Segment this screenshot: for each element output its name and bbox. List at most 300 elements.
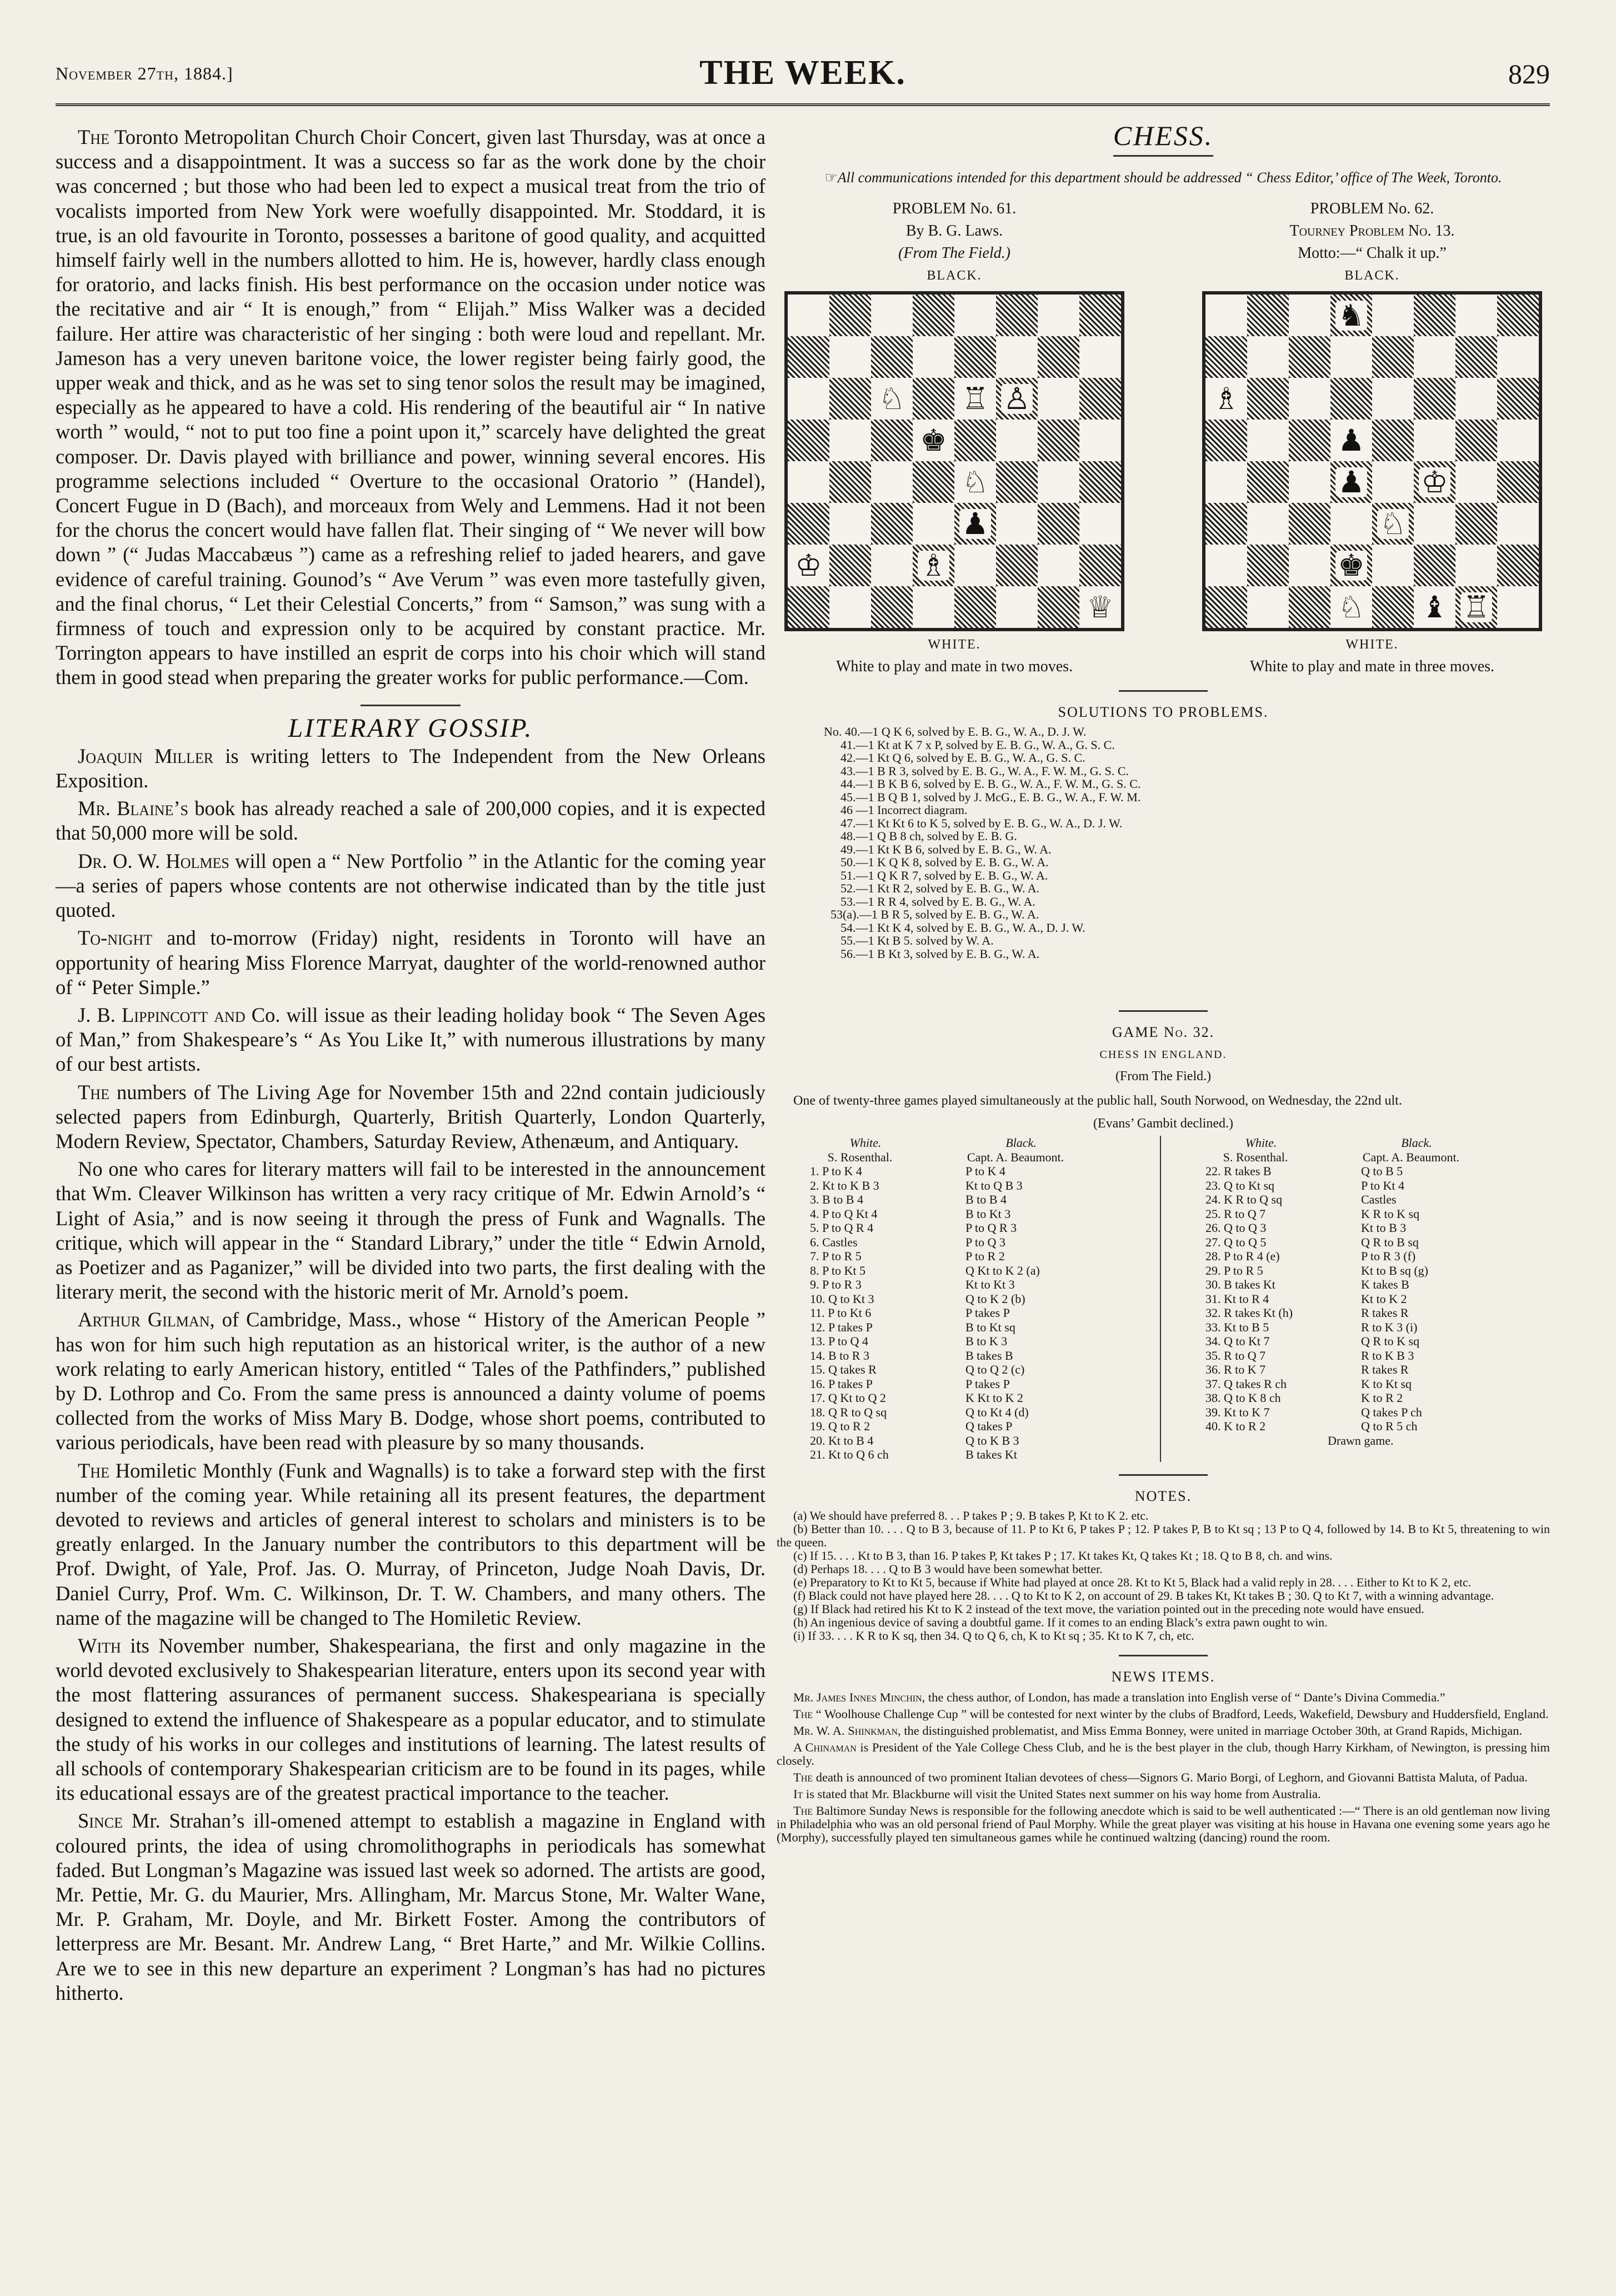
board-square xyxy=(954,461,996,503)
black-player: Capt. A. Beaumont. xyxy=(1362,1150,1460,1164)
board-square xyxy=(1079,295,1121,336)
board-square xyxy=(1038,378,1079,420)
move-line: 17. Q Kt to Q 2 xyxy=(810,1391,886,1405)
white-player: S. Rosenthal. xyxy=(827,1150,893,1164)
move-line: Kt to B 3 xyxy=(1361,1221,1407,1235)
board-square xyxy=(1289,336,1330,378)
board-square xyxy=(996,586,1038,628)
move-line: 39. Kt to K 7 xyxy=(1205,1405,1270,1419)
board-square xyxy=(1414,336,1455,378)
board-square xyxy=(871,545,913,586)
board-square xyxy=(1079,336,1121,378)
chess-piece-icon: ♘ xyxy=(959,467,990,497)
move-line: R to K 3 (i) xyxy=(1361,1320,1418,1334)
black-moves xyxy=(965,1136,1154,1462)
note-item: (c) If 15. . . . Kt to B 3, than 16. P takes P, Kt takes P ; 17. Kt takes Kt, Q takes Kt ; 18. Q to B 8, ch. and wins. xyxy=(793,1548,1333,1563)
board-square xyxy=(996,378,1038,420)
gossip-item xyxy=(56,1157,766,1304)
chess-piece-icon: ♖ xyxy=(1460,592,1492,622)
section-divider xyxy=(1119,690,1208,692)
chess-piece-icon: ♗ xyxy=(918,551,949,581)
board-square xyxy=(1455,503,1497,545)
chess-piece-icon: ♗ xyxy=(1210,384,1242,414)
solution-line: 55.—1 Kt B 5. solved by W. A. xyxy=(840,934,994,947)
gossip-text: will open a “ New Portfolio ” in the Atlantic for the coming year—a series of papers whose contents are not otherwise indicated than by the title just quoted. xyxy=(56,849,766,922)
move-line: 33. Kt to B 5 xyxy=(1205,1320,1269,1334)
board-square xyxy=(913,420,954,461)
move-line: 1. P to K 4 xyxy=(810,1164,862,1178)
news-lead: The xyxy=(793,1803,813,1818)
white-heading: White. xyxy=(849,1136,882,1150)
board-square xyxy=(1455,586,1497,628)
solution-line: 46 —1 Incorrect diagram. xyxy=(840,803,968,817)
board-square xyxy=(996,461,1038,503)
move-line: R takes R xyxy=(1361,1306,1409,1320)
problem-caption: White to play and mate in two moves. xyxy=(835,658,1073,675)
game-moves xyxy=(777,1136,1550,1462)
note-item: (e) Preparatory to Kt to Kt 5, because if White had played at once 28. Kt to Kt 5, Black had a valid reply in 28. . . . Either to Kt to K 2, etc. xyxy=(793,1575,1472,1589)
move-line: 5. P to Q R 4 xyxy=(810,1221,874,1235)
board-square xyxy=(954,295,996,336)
move-line: K Kt to K 2 xyxy=(965,1391,1023,1405)
board-square xyxy=(1038,420,1079,461)
board-square xyxy=(1330,461,1372,503)
chess-piece-icon: ♔ xyxy=(1419,467,1450,497)
move-line: 38. Q to K 8 ch xyxy=(1205,1391,1281,1405)
note-item: (h) An ingenious device of saving a doubtful game. If it comes to an ending Black’s extra pawn ought to win. xyxy=(793,1615,1328,1629)
move-line: 34. Q to Kt 7 xyxy=(1205,1334,1270,1348)
board-square xyxy=(829,503,871,545)
news-item xyxy=(777,1771,1550,1784)
news-item xyxy=(777,1691,1550,1704)
board-square xyxy=(1330,420,1372,461)
chess-piece-icon: ♟ xyxy=(1335,467,1367,497)
board-square xyxy=(954,545,996,586)
move-line: Castles xyxy=(1361,1192,1397,1206)
move-line: B to Kt 3 xyxy=(965,1206,1011,1221)
move-line: P to Q R 3 xyxy=(965,1221,1017,1235)
move-line: K R to K sq xyxy=(1361,1206,1420,1221)
move-line: R to K B 3 xyxy=(1361,1348,1414,1362)
board-square xyxy=(1205,420,1247,461)
news-heading: NEWS ITEMS. xyxy=(1111,1668,1215,1685)
news-lead: The xyxy=(793,1770,813,1784)
move-line: P to R 3 (f) xyxy=(1361,1249,1416,1263)
board-square xyxy=(1372,503,1414,545)
board-square xyxy=(1079,503,1121,545)
white-label: WHITE. xyxy=(1345,637,1399,652)
news-text: is stated that Mr. Blackburne will visit the United States next summer on his way home from Australia. xyxy=(803,1786,1321,1801)
board-square xyxy=(1247,461,1289,503)
board-square xyxy=(1205,503,1247,545)
note-item: (b) Better than 10. . . . Q to B 3, because of 11. P to Kt 6, P takes P ; 12. P takes P, B to Kt sq ; 13 P to Q 4, followed by 14. B to Kt 5, threatening to win the queen. xyxy=(777,1521,1550,1549)
chess-piece-icon: ♚ xyxy=(1335,551,1367,581)
move-line: B to Kt sq xyxy=(965,1320,1015,1334)
move-line: Q R to K sq xyxy=(1361,1334,1420,1348)
game-subheading: CHESS IN ENGLAND. xyxy=(1099,1049,1227,1061)
board-square xyxy=(1414,503,1455,545)
board-square xyxy=(1497,378,1539,420)
moves-column-left xyxy=(777,1136,1154,1462)
move-line: 36. R to K 7 xyxy=(1205,1362,1266,1376)
board-square xyxy=(829,420,871,461)
board-square xyxy=(1497,336,1539,378)
gossip-text: Mr. Strahan’s ill-omened attempt to establish a magazine in England with coloured prints, the idea of using chromolithographs in periodicals has somewhat faded. But Longman’s Magazine was issued last week so adorned. The artists are good, Mr. Pettie, Mr. G. du Maurier, Mrs. Allingham, Mr. Marcus Stone, Mr. Walter Wane, Mr. P. Graham, Mr. Doyle, and Mr. Birkett Foster. Among the contributors of letterpress are Mr. Besant. Mr. Andrew Lang, “ Bret Harte,” and Mr. Wilkie Collins. Are we to see in this new departure an experiment ? Longman’s has had no pictures hitherto. xyxy=(56,1809,766,2004)
note-item: (a) We should have preferred 8. . . P takes P ; 9. B takes P, Kt to K 2. etc. xyxy=(793,1508,1149,1523)
board-square xyxy=(1205,461,1247,503)
board-square xyxy=(1330,378,1372,420)
move-line: 29. P to R 5 xyxy=(1205,1263,1263,1277)
board-square xyxy=(996,503,1038,545)
move-line: P to Kt 4 xyxy=(1361,1178,1405,1192)
problem-62 xyxy=(1194,198,1550,678)
moves-column-right xyxy=(1160,1136,1550,1462)
board-square xyxy=(1247,545,1289,586)
move-line: 31. Kt to R 4 xyxy=(1205,1291,1269,1306)
board-square xyxy=(1330,545,1372,586)
board-square xyxy=(1205,378,1247,420)
board-square xyxy=(1330,336,1372,378)
news-item xyxy=(777,1788,1550,1801)
move-line: 25. R to Q 7 xyxy=(1205,1206,1266,1221)
solution-line: 52.—1 Kt R 2, solved by E. B. G., W. A. xyxy=(840,881,1040,895)
game-result: Drawn game. xyxy=(1328,1433,1394,1448)
board-square xyxy=(829,461,871,503)
news-text: the chess author, of London, has made a translation into English verse of “ Dante’s Divina Commedia.” xyxy=(925,1690,1445,1704)
board-square xyxy=(1289,545,1330,586)
move-line: P to R 2 xyxy=(965,1249,1005,1263)
chess-piece-icon: ♟ xyxy=(959,509,990,539)
chess-notice xyxy=(777,166,1550,190)
board-square xyxy=(1455,295,1497,336)
gossip-item xyxy=(56,926,766,1000)
white-moves xyxy=(1172,1136,1361,1462)
move-line: 35. R to Q 7 xyxy=(1205,1348,1266,1362)
news-item xyxy=(777,1708,1550,1721)
board-square xyxy=(1414,420,1455,461)
board-square xyxy=(913,295,954,336)
gossip-item xyxy=(56,849,766,923)
move-line: P to K 4 xyxy=(965,1164,1005,1178)
move-line: 20. Kt to B 4 xyxy=(810,1433,874,1448)
gossip-lead: Arthur Gilman, xyxy=(78,1308,215,1331)
gossip-text: and to-morrow (Friday) night, residents in Toronto will have an opportunity of hearing Miss Florence Marryat, daughter of the world-renowned author of “ Peter Simple.” xyxy=(56,926,766,999)
board-square xyxy=(1247,420,1289,461)
board-square xyxy=(1038,461,1079,503)
move-line: 16. P takes P xyxy=(810,1376,873,1391)
white-label: WHITE. xyxy=(928,637,981,652)
chess-piece-icon: ♘ xyxy=(1377,509,1408,539)
black-heading: Black. xyxy=(1005,1136,1037,1150)
board-square xyxy=(913,461,954,503)
board-square xyxy=(871,336,913,378)
board-square xyxy=(954,378,996,420)
news-lead: Mr. W. A. Shinkman, xyxy=(793,1723,901,1738)
gossip-lead: Joaquin Miller xyxy=(78,744,214,767)
solution-line: No. 40.—1 Q K 6, solved by E. B. G., W. A., D. J. W. xyxy=(824,725,1087,738)
board-square xyxy=(1497,295,1539,336)
news-item xyxy=(777,1724,1550,1738)
move-line: Kt to B sq (g) xyxy=(1361,1263,1428,1277)
board-square xyxy=(954,586,996,628)
gossip-lead: Mr. Blaine’s xyxy=(78,797,189,820)
literary-gossip-heading: LITERARY GOSSIP. xyxy=(288,713,533,743)
solution-line: 48.—1 Q B 8 ch, solved by E. B. G. xyxy=(840,829,1017,843)
move-line: 19. Q to R 2 xyxy=(810,1419,870,1433)
solution-line: 54.—1 Kt K 4, solved by E. B. G., W. A., D. J. W. xyxy=(840,920,1085,935)
gossip-lead: To-night xyxy=(78,926,153,950)
chess-piece-icon: ♙ xyxy=(1001,384,1032,414)
board-square xyxy=(1247,378,1289,420)
board-square xyxy=(1330,295,1372,336)
notes-list xyxy=(777,1509,1550,1643)
solution-line: 53.—1 R R 4, solved by E. B. G., W. A. xyxy=(840,894,1035,909)
solution-line: 44.—1 B K B 6, solved by E. B. G., W. A., F. W. M., G. S. C. xyxy=(840,777,1141,791)
gossip-item xyxy=(56,1634,766,1805)
chess-board xyxy=(784,291,1124,631)
board-square xyxy=(1497,586,1539,628)
move-line: P takes P xyxy=(965,1306,1010,1320)
board-square xyxy=(1289,461,1330,503)
move-line: Q to K 2 (b) xyxy=(965,1291,1025,1306)
problem-author: Tourney Problem No. 13. xyxy=(1289,222,1455,239)
problem-source: Motto:—“ Chalk it up.” xyxy=(1298,244,1447,262)
problem-caption: White to play and mate in three moves. xyxy=(1249,658,1495,675)
notes-heading: NOTES. xyxy=(1134,1488,1192,1504)
move-line: P to Q 3 xyxy=(965,1235,1005,1249)
board-square xyxy=(1372,336,1414,378)
board-square xyxy=(996,545,1038,586)
board-square xyxy=(954,420,996,461)
move-line: B to B 4 xyxy=(965,1192,1007,1206)
board-square xyxy=(788,461,829,503)
board-square xyxy=(829,586,871,628)
move-line: B to K 3 xyxy=(965,1334,1008,1348)
news-item xyxy=(777,1741,1550,1768)
solutions-heading: SOLUTIONS TO PROBLEMS. xyxy=(1058,704,1269,720)
board-square xyxy=(1079,461,1121,503)
white-heading: White. xyxy=(1245,1136,1277,1150)
move-line: 32. R takes Kt (h) xyxy=(1205,1306,1293,1320)
problem-title: PROBLEM No. 62. xyxy=(1310,200,1434,217)
board-square xyxy=(1038,295,1079,336)
gossip-lead: Since xyxy=(78,1809,123,1833)
board-square xyxy=(996,295,1038,336)
section-divider xyxy=(1119,1655,1208,1656)
board-square xyxy=(1414,295,1455,336)
gossip-text: is writing letters to The Independent from the New Orleans Exposition. xyxy=(56,744,766,792)
news-text: the distinguished problematist, and Miss Emma Bonney, were united in marriage October 30th, at Grand Rapids, Michigan. xyxy=(900,1723,1522,1738)
chess-heading: CHESS. xyxy=(1113,120,1214,151)
board-square xyxy=(1455,545,1497,586)
board-square xyxy=(871,420,913,461)
board-square xyxy=(1038,586,1079,628)
solution-line: 51.—1 Q K R 7, solved by E. B. G., W. A. xyxy=(840,868,1048,882)
move-line: R takes R xyxy=(1361,1362,1409,1376)
board-square xyxy=(1455,420,1497,461)
board-square xyxy=(1205,295,1247,336)
move-line: 11. P to Kt 6 xyxy=(810,1306,872,1320)
gossip-item xyxy=(56,744,766,793)
move-line: 3. B to B 4 xyxy=(810,1192,863,1206)
board-square xyxy=(1414,545,1455,586)
white-player: S. Rosenthal. xyxy=(1223,1150,1288,1164)
problem-61 xyxy=(777,198,1132,678)
board-square xyxy=(1372,545,1414,586)
chess-notice-text: All communications intended for this department should be addressed “ Chess Editor,’ office of The Week, Toronto. xyxy=(837,169,1502,186)
board-square xyxy=(871,295,913,336)
move-line: 28. P to R 4 (e) xyxy=(1205,1249,1280,1263)
board-square xyxy=(871,503,913,545)
board-square xyxy=(1372,420,1414,461)
move-line: 21. Kt to Q 6 ch xyxy=(810,1448,889,1461)
board-square xyxy=(1372,295,1414,336)
move-line: B takes B xyxy=(965,1348,1013,1362)
move-line: Q to B 5 xyxy=(1361,1164,1403,1178)
board-square xyxy=(1330,586,1372,628)
move-line: 9. P to R 3 xyxy=(810,1277,862,1291)
gossip-lead: The xyxy=(78,1080,109,1104)
move-line: 4. P to Q Kt 4 xyxy=(810,1206,878,1221)
black-label: BLACK. xyxy=(1344,268,1400,283)
move-line: P takes P xyxy=(965,1376,1010,1391)
board-square xyxy=(1414,461,1455,503)
news-lead: Mr. James Innes Minchin, xyxy=(793,1690,925,1704)
board-square xyxy=(1038,503,1079,545)
board-square xyxy=(1289,378,1330,420)
game-intro: One of twenty-three games played simultaneously at the public hall, South Norwood, on Wednesday, the 22nd ult. xyxy=(793,1094,1402,1108)
solution-line: 41.—1 Kt at K 7 x P, solved by E. B. G., W. A., G. S. C. xyxy=(840,737,1115,752)
chess-problems xyxy=(777,198,1550,678)
board-square xyxy=(788,336,829,378)
note-item: (g) If Black had retired his Kt to K 2 instead of the text move, the variation pointed out in the preceding note would have ensued. xyxy=(793,1601,1424,1616)
problem-source: (From The Field.) xyxy=(898,244,1010,262)
solution-line: 42.—1 Kt Q 6, solved by E. B. G., W. A., G. S. C. xyxy=(840,751,1085,765)
board-square xyxy=(1372,461,1414,503)
move-line: Q to R 5 ch xyxy=(1361,1419,1418,1433)
board-square xyxy=(913,586,954,628)
news-text: is President of the Yale College Chess Club, and he is the best player in the club, though Harry Kirkham, of Newington, is pressing him closely. xyxy=(777,1740,1550,1768)
chess-piece-icon: ♟ xyxy=(1335,426,1367,456)
game-heading: GAME No. 32. xyxy=(1112,1024,1215,1040)
board-square xyxy=(913,503,954,545)
board-square xyxy=(1289,295,1330,336)
board-square xyxy=(996,336,1038,378)
choir-text: Toronto Metropolitan Church Choir Concert, given last Thursday, was at once a success and a disappointment. It was a success so far as the work done by the choir was concerned ; but those who had been led to expect a musical treat from the trio of vocalists imported from New York were woefully disappointed. Mr. Stoddard, it is true, is an old favourite in Toronto, possesses a baritone of good quality, and acquitted himself fairly well in the numbers allotted to him. He is, however, hardly class enough for oratorio, and lacks finish. His best performance on the occasion under notice was the recitative and air “ It is enough,” from “ Elijah.” Miss Walker was a decided failure. Her attire was characteristic of her singing : both were loud and repellant. Mr. Jameson has a very uneven baritone voice, the lower register being fairly good, the upper weak and thick, and as he was set to sing tenor solos the result may be imagined, especially as he appeared to have a cold. His rendering of the beautiful air “ In native worth ” would, “ not to put too fine a point upon it,” scarcely have delighted the great composer. Dr. Davis played with brilliance and power, winning several encores. His programme selections included “ Overture to the occasional Oratorio ” (Handel), Concert Fugue in D (Bach), and morceaux from Wely and Lemmens. Had it not been for the chorus the concert would have fallen flat. Their singing of “ We never will bow down ” (“ Judas Maccabæus ”) came as a refreshing relief to jaded hearers, and gave evidence of careful training. Gounod’s “ Ave Verum ” was even more tastefully given, and the final chorus, “ Let their Celestial Concerts,” from “ Samson,” was sung with a firmness of touch and expression only to be acquired by constant practice. Mr. Torrington appears to have instilled an esprit de corps into his choir which will stand them in good stead when preparing the greater works for public performance.—Com. xyxy=(56,126,766,689)
news-text: “ Woolhouse Challenge Cup ” will be contested for next winter by the clubs of Bradford, Leeds, Wakefield, Dewsbury and Huddersfield, England. xyxy=(813,1706,1549,1721)
gossip-lead: J. B. Lippincott and xyxy=(78,1003,246,1026)
chess-piece-icon: ♘ xyxy=(1335,592,1367,622)
section-divider xyxy=(1119,1010,1208,1012)
problem-author: By B. G. Laws. xyxy=(905,222,1003,239)
solution-line: 50.—1 K Q K 8, solved by E. B. G., W. A. xyxy=(840,855,1049,869)
board-square xyxy=(1079,586,1121,628)
note-item: (f) Black could not have played here 28. . . . Q to Kt to K 2, on account of 29. B takes Kt, Kt takes B ; 30. Q to Kt 7, with a winning advantage. xyxy=(793,1588,1494,1603)
board-square xyxy=(1038,336,1079,378)
game-opening: (Evans’ Gambit declined.) xyxy=(1093,1116,1234,1131)
gossip-lead: The xyxy=(78,1459,109,1482)
solution-line: 43.—1 B R 3, solved by E. B. G., W. A., F. W. M., G. S. C. xyxy=(840,763,1129,778)
move-line: 30. B takes Kt xyxy=(1205,1277,1275,1291)
board-square xyxy=(871,378,913,420)
move-line: Q R to B sq xyxy=(1361,1235,1419,1249)
move-line: Q takes P ch xyxy=(1361,1405,1422,1419)
move-line: 40. K to R 2 xyxy=(1205,1419,1266,1433)
board-square xyxy=(1330,503,1372,545)
board-square xyxy=(913,336,954,378)
section-divider xyxy=(1113,155,1213,157)
board-square xyxy=(1205,586,1247,628)
board-square xyxy=(1497,420,1539,461)
news-lead: The xyxy=(793,1706,813,1721)
board-square xyxy=(1247,586,1289,628)
board-square xyxy=(1289,420,1330,461)
board-square xyxy=(1038,545,1079,586)
move-line: Kt to Kt 3 xyxy=(965,1277,1015,1291)
board-square xyxy=(788,420,829,461)
move-line: Q to Kt 4 (d) xyxy=(965,1405,1029,1419)
board-square xyxy=(871,461,913,503)
board-square xyxy=(1247,503,1289,545)
move-line: Q takes P xyxy=(965,1419,1013,1433)
left-column xyxy=(56,125,766,2005)
board-square xyxy=(871,586,913,628)
board-square xyxy=(1414,378,1455,420)
board-square xyxy=(1205,336,1247,378)
board-square xyxy=(1079,545,1121,586)
board-square xyxy=(954,503,996,545)
move-line: K to R 2 xyxy=(1361,1391,1403,1405)
solutions-list xyxy=(824,725,1550,960)
news-text: Baltimore Sunday News is responsible for the following anecdote which is said to be well authenticated :—“ There is an old gentleman now living in Philadelphia who was an old personal friend of Paul Morphy. While the great player was visiting at his house in Havana one evening some years ago he (Morphy), successfully played ten simultaneous games while he continued waltzing (dancing) round the room. xyxy=(777,1803,1550,1844)
board-square xyxy=(829,295,871,336)
board-square xyxy=(788,295,829,336)
move-line: 10. Q to Kt 3 xyxy=(810,1291,874,1306)
gossip-lead: Dr. O. W. Holmes xyxy=(78,849,229,872)
news-lead: It xyxy=(793,1786,803,1801)
right-column xyxy=(777,119,1550,1844)
board-square xyxy=(1455,336,1497,378)
gossip-item xyxy=(56,1459,766,1630)
board-square xyxy=(788,378,829,420)
board-square xyxy=(1372,586,1414,628)
game-source: (From The Field.) xyxy=(1115,1069,1212,1084)
page-number: 829 xyxy=(1508,58,1550,89)
news-list xyxy=(777,1691,1550,1844)
news-lead: A Chinaman xyxy=(793,1740,857,1754)
board-square xyxy=(788,586,829,628)
gossip-text: its November number, Shakespeariana, the first and only magazine in the world devoted exclusively to Shakespearian literature, enters upon its second year with the most flattering assurances of permanent success. Shakespeariana is specially designed to extend the influence of Shakespeare as a popular educator, and to stimulate the study of his works in our colleges and institutions of learning. The latest results of all schools of contemporary Shakespearian criticism are to be found in its pages, while its educational essays are of the greatest practical importance to the teacher. xyxy=(56,1634,766,1805)
move-line: K takes B xyxy=(1361,1277,1409,1291)
issue-date: November 27th, 1884.] xyxy=(56,63,233,83)
board-square xyxy=(1247,295,1289,336)
board-square xyxy=(1497,503,1539,545)
gossip-item xyxy=(56,1307,766,1455)
black-player: Capt. A. Beaumont. xyxy=(967,1150,1064,1164)
board-square xyxy=(829,545,871,586)
gossip-text: numbers of The Living Age for November 15th and 22nd contain judiciously selected papers from Edinburgh, Quarterly, British Quarterly, London Quarterly, Modern Review, Spectator, Chambers, Saturday Review, Athenæum, and Antiquary. xyxy=(56,1080,766,1152)
move-line: K to Kt sq xyxy=(1361,1376,1412,1391)
chess-piece-icon: ♔ xyxy=(793,551,824,581)
problem-title: PROBLEM No. 61. xyxy=(892,200,1017,217)
black-moves xyxy=(1328,1136,1550,1462)
chess-piece-icon: ♖ xyxy=(959,384,990,414)
move-line: 23. Q to Kt sq xyxy=(1205,1178,1275,1192)
board-square xyxy=(1247,336,1289,378)
gossip-text: Homiletic Monthly (Funk and Wagnalls) is to take a forward step with the first number of the coming year. While retaining all its present features, the department devoted to reviews and articles of general interest to scholars and ministers is to be greatly enlarged. In the January number the contributors to this department will be Prof. Dwight, of Yale, Prof. Jas. O. Murray, of Princeton, Judge Noah Davis, Dr. Daniel Curry, Prof. Wm. C. Wilkinson, Dr. T. W. Chambers, and many others. The name of the magazine will be changed to The Homiletic Review. xyxy=(56,1459,766,1629)
solution-line: 49.—1 Kt K B 6, solved by E. B. G., W. A. xyxy=(840,842,1052,856)
gossip-item xyxy=(56,1080,766,1154)
